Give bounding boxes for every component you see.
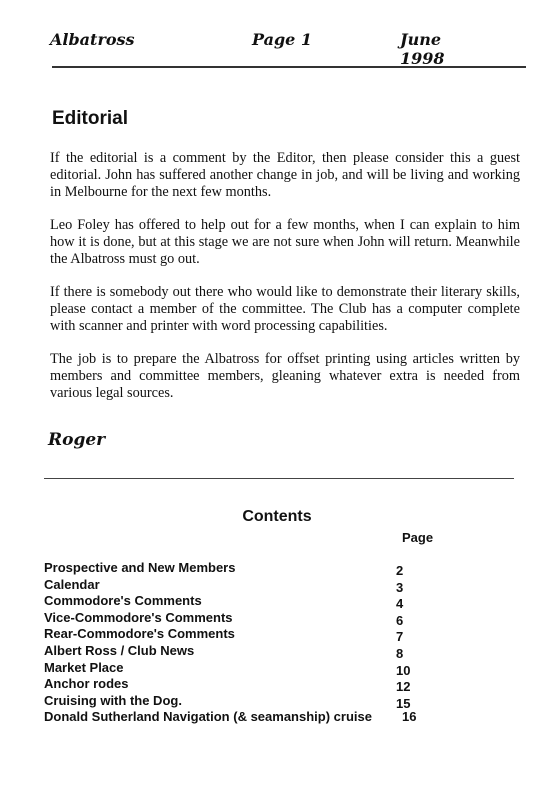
contents-item-page: 2 xyxy=(396,563,404,578)
contents-item-title: Market Place xyxy=(44,659,124,675)
publication-name: Albatross xyxy=(50,30,135,49)
contents-item-title: Vice-Commodore's Comments xyxy=(44,609,233,625)
contents-item-page: 3 xyxy=(396,579,404,595)
contents-item-page: 16 xyxy=(402,709,417,725)
contents-item-title: Donald Sutherland Navigation (& seamanship) cruise xyxy=(44,709,372,725)
contents-item-page: 6 xyxy=(396,612,404,628)
contents-item-page: 4 xyxy=(396,596,404,612)
contents-title: Contents xyxy=(242,508,312,525)
contents-item xyxy=(44,577,424,594)
contents-item-page: 7 xyxy=(396,629,404,645)
contents-item-title: Calendar xyxy=(44,576,100,592)
contents-item xyxy=(44,693,424,710)
issue-date: June 1998 xyxy=(400,30,445,68)
contents-item-title: Commodore's Comments xyxy=(44,593,202,609)
contents-item-title: Cruising with the Dog. xyxy=(44,692,182,708)
editorial-paragraph: If there is somebody out there who would like to demonstrate their literary skills, please contact a member of the committee. The Club has a computer complete with scanner and printer with word processing capabilities. xyxy=(50,284,520,334)
header-divider xyxy=(52,66,526,68)
contents-item-title: Rear-Commodore's Comments xyxy=(44,626,235,642)
contents-item xyxy=(44,560,424,577)
contents-item xyxy=(44,626,424,643)
contents-item xyxy=(44,610,424,627)
section-divider xyxy=(44,478,514,479)
contents-item-page: 10 xyxy=(396,662,411,678)
contents-list xyxy=(44,560,424,726)
editorial-paragraph: The job is to prepare the Albatross for offset printing using articles written by members and committee members, gleaning whatever extra is needed from various legal sources. xyxy=(50,351,520,401)
contents-item-page: 8 xyxy=(396,645,404,661)
contents-item xyxy=(44,643,424,660)
contents-item-title: Anchor rodes xyxy=(44,676,129,692)
contents-item-title: Prospective and New Members xyxy=(44,560,236,575)
editor-signature: Roger xyxy=(48,430,106,450)
contents-item xyxy=(44,593,424,610)
contents-item xyxy=(44,676,424,693)
contents-item-page: 15 xyxy=(396,695,411,711)
contents-item-page: 12 xyxy=(396,679,411,695)
editorial-body xyxy=(50,150,520,418)
editorial-paragraph: Leo Foley has offered to help out for a few months, when I can explain to him how it is done, but at this stage we are not sure when John will return. Meanwhile the Albatross must go out. xyxy=(50,217,520,267)
editorial-paragraph: If the editorial is a comment by the Editor, then please consider this a guest editorial. John has suffered another change in job, and will be living and working in Melbourne for the next few months. xyxy=(50,150,520,200)
contents-page-column-header: Page xyxy=(402,530,434,545)
page-number: Page 1 xyxy=(252,30,313,49)
contents-item xyxy=(44,660,424,677)
page-header xyxy=(50,30,490,68)
editorial-title: Editorial xyxy=(52,108,129,129)
contents-item xyxy=(44,709,424,726)
contents-item-title: Albert Ross / Club News xyxy=(44,642,195,658)
